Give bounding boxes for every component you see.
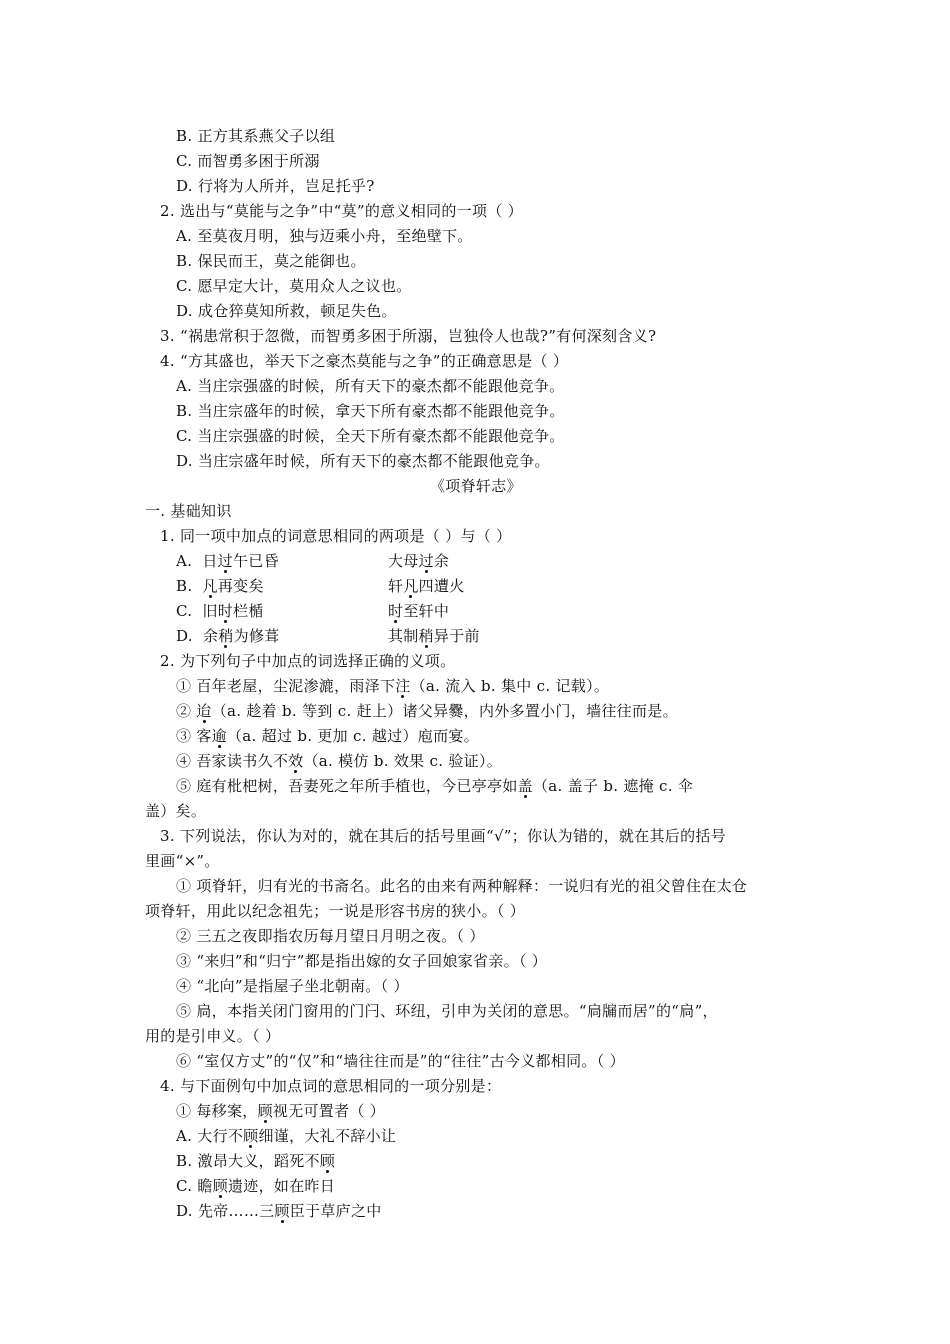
word-post: 异于前 — [433, 627, 480, 645]
word-post: 午已昏 — [232, 552, 279, 570]
s2-item-4 — [176, 749, 502, 773]
dotted-word: 时 — [388, 602, 404, 620]
s3-item-1: ① 项脊轩，归有光的书斋名。此名的由来有两种解释：一说归有光的祖父曾住在太仓 — [176, 877, 748, 895]
word-pre: 轩 — [388, 577, 404, 595]
dotted-word: 稍 — [418, 627, 434, 645]
dotted-word: 逾 — [211, 727, 227, 745]
q1-option-d: D. 行将为人所并，岂足托乎? — [176, 177, 375, 195]
s4-example — [176, 1099, 385, 1123]
s4-option-d — [176, 1199, 382, 1223]
s2-stem: 2. 为下列句子中加点的词选择正确的义项。 — [160, 652, 456, 670]
s2-item-5-cont: 盖）矣。 — [145, 802, 207, 820]
dotted-word: 顾 — [319, 1152, 336, 1170]
s2-item-2 — [176, 699, 678, 723]
dotted-word: 顾 — [212, 1177, 228, 1195]
text: （a. 超过 b. 更加 c. 越过）庖而宴。 — [226, 727, 479, 745]
q4-option-d: D. 当庄宗盛年时候，所有天下的豪杰都不能跟他竞争。 — [176, 452, 550, 470]
s3-item-5-cont: 用的是引申义。（ ） — [145, 1027, 281, 1045]
q4-option-a: A. 当庄宗强盛的时候，所有天下的豪杰都不能跟他竞争。 — [176, 377, 565, 395]
text: B. 激昂大义，蹈死不 — [176, 1152, 320, 1170]
text: 遗迹，如在昨日 — [228, 1177, 336, 1195]
text: ⑤ 庭有枇杷树，吾妻死之年所手植也，今已亭亭如 — [176, 777, 518, 795]
dotted-word: 迨 — [196, 702, 212, 720]
part-heading: 一. 基础知识 — [145, 502, 232, 520]
q4-stem: 4. “方其盛也，举天下之豪杰莫能与之争”的正确意思是（ ） — [160, 352, 569, 370]
s1-stem: 1. 同一项中加点的词意思相同的两项是（ ）与（ ） — [160, 527, 512, 545]
s3-item-1-cont: 项脊轩，用此以纪念祖先；一说是形容书房的狭小。（ ） — [145, 902, 526, 920]
row-label: A. — [176, 552, 193, 570]
s2-item-3 — [176, 724, 479, 748]
q2-option-d: D. 成仓猝莫知所救，顿足失色。 — [176, 302, 397, 320]
word-post: 栏楯 — [233, 602, 264, 620]
dotted-word: 过 — [418, 552, 434, 570]
q1-option-c: C. 而智勇多困于所溺 — [176, 152, 320, 170]
text: ③ 客 — [176, 727, 212, 745]
row-label: C. — [176, 602, 193, 620]
s3-item-2: ② 三五之夜即指农历每月望日月明之夜。（ ） — [176, 927, 485, 945]
s1-row-a-col2 — [388, 549, 449, 573]
text: ② — [176, 702, 197, 720]
text: ① 每移案， — [176, 1102, 258, 1120]
word-pre: 余 — [203, 627, 219, 645]
s1-row-b — [176, 574, 596, 598]
word-pre: 日 — [202, 552, 218, 570]
s3-stem-line1: 3. 下列说法，你认为对的，就在其后的括号里画“√”；你认为错的，就在其后的括号 — [160, 827, 726, 845]
q2-option-c: C. 愿早定大计，莫用众人之议也。 — [176, 277, 412, 295]
s1-row-c — [176, 599, 596, 623]
q2-option-a: A. 至莫夜月明，独与迈乘小舟，至绝壁下。 — [176, 227, 473, 245]
s4-stem: 4. 与下面例句中加点词的意思相同的一项分别是： — [160, 1077, 502, 1095]
s3-item-4: ④ “北向”是指屋子坐北朝南。（ ） — [176, 977, 409, 995]
dotted-word: 顾 — [243, 1127, 259, 1145]
s4-option-c — [176, 1174, 335, 1198]
s2-item-1 — [176, 674, 609, 698]
word-post: 余 — [433, 552, 450, 570]
dotted-word: 时 — [217, 602, 234, 620]
text: （a. 趁着 b. 等到 c. 赶上）诸父异爨，内外多置小门，墙往往而是。 — [211, 702, 678, 720]
text: 视无可置者（ ） — [272, 1102, 386, 1120]
dotted-word: 凡 — [202, 577, 218, 595]
row-label: D. — [176, 627, 193, 645]
text: （a. 流入 b. 集中 c. 记载）。 — [410, 677, 610, 695]
text: C. 瞻 — [176, 1177, 213, 1195]
s4-option-b — [176, 1149, 335, 1173]
dotted-word: 顾 — [274, 1202, 290, 1220]
q4-option-b: B. 当庄宗盛年的时候，拿天下所有豪杰都不能跟他竞争。 — [176, 402, 565, 420]
word-post: 至轩中 — [403, 602, 450, 620]
word-post: 再变矣 — [217, 577, 264, 595]
word-post: 四遭火 — [418, 577, 465, 595]
section-title: 《项脊轩志》 — [430, 477, 522, 495]
dotted-word: 过 — [217, 552, 233, 570]
text: （a. 盖子 b. 遮掩 c. 伞 — [532, 777, 694, 795]
s3-stem-line2: 里画“×”。 — [145, 852, 220, 870]
dotted-word: 顾 — [257, 1102, 273, 1120]
dotted-word: 效 — [288, 752, 304, 770]
text: （a. 模仿 b. 效果 c. 验证）。 — [303, 752, 503, 770]
text: 细谨，大礼不辞小让 — [258, 1127, 397, 1145]
dotted-word: 注 — [395, 677, 411, 695]
word-post: 为修葺 — [233, 627, 280, 645]
s1-row-a — [176, 549, 596, 573]
word-pre: 其制 — [388, 627, 419, 645]
s1-row-c-col2 — [388, 599, 449, 623]
dotted-word: 盖 — [517, 777, 533, 795]
q2-stem: 2. 选出与“莫能与之争”中“莫”的意义相同的一项（ ） — [160, 202, 523, 220]
text: ① 百年老屋，尘泥渗漉，雨泽下 — [176, 677, 396, 695]
q1-option-b: B. 正方其系燕父子以组 — [176, 127, 336, 145]
s1-row-b-col2 — [388, 574, 465, 598]
row-label: B. — [176, 577, 193, 595]
q3-stem: 3. “祸患常积于忽微，而智勇多困于所溺，岂独伶人也哉?”有何深刻含义? — [160, 327, 657, 345]
dotted-word: 凡 — [403, 577, 419, 595]
s2-item-5 — [176, 774, 693, 798]
q2-option-b: B. 保民而王，莫之能御也。 — [176, 252, 366, 270]
text: A. 大行不 — [176, 1127, 244, 1145]
s1-row-d-col2 — [388, 624, 480, 648]
s4-option-a — [176, 1124, 396, 1148]
word-pre: 旧 — [202, 602, 218, 620]
q4-option-c: C. 当庄宗强盛的时候，全天下所有豪杰都不能跟他竞争。 — [176, 427, 565, 445]
s3-item-3: ③ “来归”和“归宁”都是指出嫁的女子回娘家省亲。（ ） — [176, 952, 548, 970]
text: 臣于草庐之中 — [289, 1202, 382, 1220]
s1-row-d — [176, 624, 596, 648]
text: D. 先帝……三 — [176, 1202, 275, 1220]
word-pre: 大母 — [388, 552, 419, 570]
s3-item-5: ⑤ 扃，本指关闭门窗用的门闩、环纽，引申为关闭的意思。“扃牖而居”的“扃”， — [176, 1002, 718, 1020]
dotted-word: 稍 — [218, 627, 234, 645]
s3-item-6: ⑥ “室仅方丈”的“仅”和“墙往往而是”的“往往”古今义都相同。（ ） — [176, 1052, 625, 1070]
text: ④ 吾家读书久不 — [176, 752, 289, 770]
